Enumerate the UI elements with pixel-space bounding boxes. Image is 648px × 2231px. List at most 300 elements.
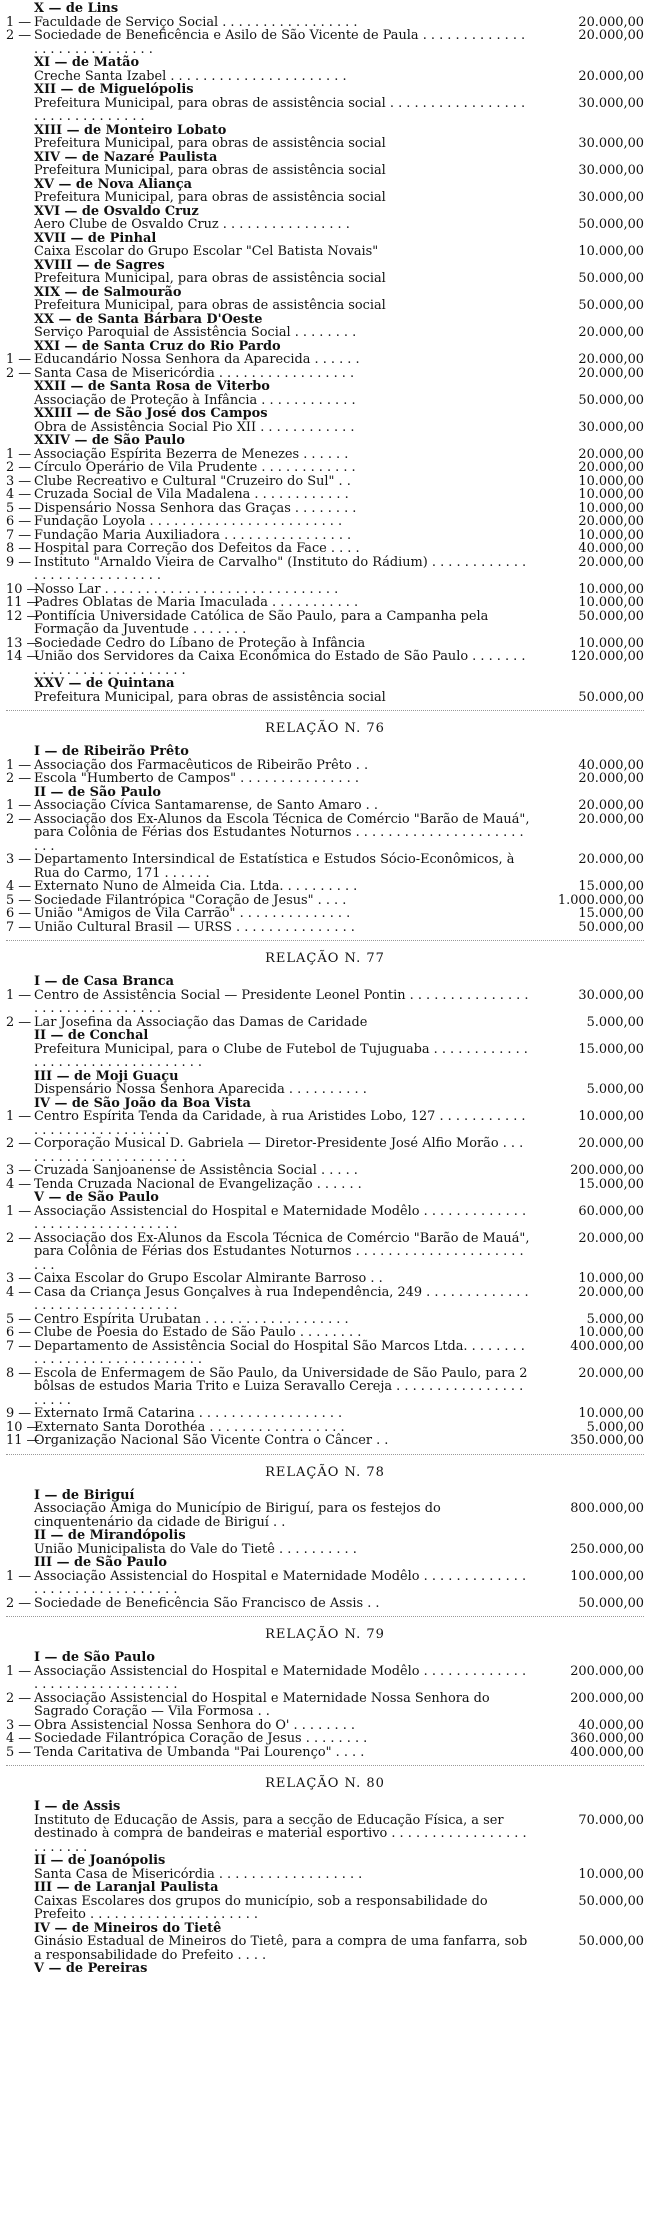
entry-description: Externato Nuno de Almeida Cia. Ltda. . . . . . . . . . (34, 879, 358, 894)
grant-entry (6, 421, 644, 435)
municipality-name: XIX — de Salmourão (34, 284, 182, 300)
municipality-heading (6, 1962, 644, 1976)
municipality-heading (6, 1191, 644, 1205)
section-divider (6, 1765, 644, 1767)
entry-description: Ginásio Estadual de Mineiros do Tietê, para a compra de uma fanfarra, sob a responsabilidade do Prefeito . . . . (34, 1934, 528, 1963)
entry-number: 4 — (6, 1176, 32, 1192)
entry-number: 1 — (6, 446, 32, 462)
grant-entry (6, 1016, 644, 1030)
municipality-name: XX — de Santa Bárbara D'Oeste (34, 311, 263, 327)
municipality-heading (6, 340, 644, 354)
entry-number: 1 — (6, 1203, 32, 1219)
grant-entry (6, 1286, 644, 1313)
municipality-heading (6, 380, 644, 394)
entry-amount: 120.000,00 (570, 649, 644, 664)
entry-amount: 10.000,00 (578, 500, 644, 516)
entry-description: Nosso Lar . . . . . . . . . . . . . . . . . . . . . . . . . . . . . (34, 581, 339, 597)
entry-number: 2 — (6, 460, 32, 475)
entry-description: Centro Espírita Urubatan . . . . . . . . . . . . . . . . . . (34, 1311, 349, 1327)
grant-entry (6, 461, 644, 475)
grant-entry (6, 1178, 644, 1192)
entry-description: Clube Recreativo e Cultural "Cruzeiro do Sul" . . (34, 473, 351, 489)
grant-entry (6, 1313, 644, 1327)
section-divider (6, 710, 644, 712)
municipality-heading (6, 83, 644, 97)
entry-description: Tenda Caritativa de Umbanda "Pai Lourenço" . . . . (34, 1744, 365, 1760)
municipality-name: I — de Assis (34, 1799, 121, 1814)
entry-description: Associação dos Ex-Alunos da Escola Técnica de Comércio "Barão de Mauá", para Colônia de Férias dos Estudantes Noturnos . . . . . . . . . . . . . . . . . . . . . . . . (34, 1230, 530, 1273)
entry-amount: 200.000,00 (570, 1163, 644, 1178)
grant-entry (6, 1043, 644, 1070)
grant-entry (6, 1340, 644, 1367)
entry-amount: 20.000,00 (578, 852, 644, 867)
entry-description: Santa Casa de Misericórdia . . . . . . . . . . . . . . . . . (34, 365, 355, 381)
grant-entry (6, 1502, 644, 1529)
grant-entry (6, 16, 644, 30)
grant-entry (6, 596, 644, 610)
entry-description: Departamento de Assistência Social do Hospital São Marcos Ltda. . . . . . . . . . . . . . . . . . . . . . . . . . . . . (34, 1338, 525, 1367)
municipality-name: XXII — de Santa Rosa de Viterbo (34, 379, 270, 394)
municipality-heading (6, 232, 644, 246)
relacao-section (6, 2, 644, 704)
entry-description: Lar Josefina da Associação das Damas de Caridade (34, 1014, 368, 1030)
entry-amount: 1.000.000,00 (557, 892, 644, 908)
entry-amount: 800.000,00 (570, 1501, 644, 1516)
entry-number: 3 — (6, 1271, 32, 1286)
municipality-heading (6, 286, 644, 300)
grant-entry (6, 989, 644, 1016)
entry-description: Prefeitura Municipal, para obras de assistência social (34, 163, 386, 178)
entry-amount: 10.000,00 (578, 581, 644, 597)
entry-amount: 100.000,00 (570, 1568, 644, 1584)
entry-description: Centro Espírita Tenda da Caridade, à rua Aristides Lobo, 127 . . . . . . . . . . . . . . . . . . . . . . . . . . . . (34, 1109, 526, 1138)
municipality-name: V — de São Paulo (34, 1190, 159, 1205)
entry-amount: 20.000,00 (578, 798, 644, 813)
entry-description: Caixas Escolares dos grupos do município, sob a responsabilidade do Prefeito . . . . . . . . . . . . . . . . . . . . . (34, 1893, 488, 1922)
entry-amount: 10.000,00 (578, 1109, 644, 1124)
entry-number: 2 — (6, 1230, 32, 1246)
municipality-heading (6, 1922, 644, 1936)
entry-amount: 20.000,00 (578, 28, 644, 43)
grant-entry (6, 367, 644, 381)
entry-description: Associação de Proteção à Infância . . . . . . . . . . . . (34, 392, 356, 408)
municipality-name: IV — de Mineiros do Tietê (34, 1920, 222, 1936)
entry-number: 14 — (6, 649, 40, 664)
municipality-heading (6, 1529, 644, 1543)
section-divider (6, 1616, 644, 1618)
entry-description: Associação Assistencial do Hospital e Maternidade Modêlo . . . . . . . . . . . . . . . . . . . . . . . . . . . . . . . (34, 1663, 527, 1692)
municipality-heading (6, 205, 644, 219)
entry-amount: 5.000,00 (586, 1419, 644, 1435)
grant-entry (6, 299, 644, 313)
municipality-heading (6, 1881, 644, 1895)
entry-description: Associação Cívica Santamarense, de Santo Amaro . . (34, 798, 378, 813)
entry-description: Santa Casa de Misericórdia . . . . . . . . . . . . . . . . . . (34, 1866, 363, 1882)
entry-number: 2 — (6, 1595, 32, 1611)
entry-description: Associação dos Farmacêuticos de Ribeirão Prêto . . (34, 757, 369, 773)
grant-entry (6, 691, 644, 705)
municipality-name: XXI — de Santa Cruz do Rio Pardo (34, 338, 281, 354)
entry-number: 2 — (6, 1014, 32, 1030)
entry-amount: 20.000,00 (578, 352, 644, 367)
entry-description: União "Amigos de Vila Carrão" . . . . . . . . . . . . . . (34, 906, 351, 921)
municipality-heading (6, 151, 644, 165)
relacao-heading: RELAÇÃO N. 78 (265, 1464, 385, 1480)
entry-amount: 50.000,00 (578, 392, 644, 408)
entry-amount: 20.000,00 (578, 1136, 644, 1151)
entry-amount: 30.000,00 (578, 136, 644, 151)
entry-description: Sociedade de Beneficência e Asilo de São Vicente de Paula . . . . . . . . . . . . . . . . . . . . . . . . . . . . (34, 28, 526, 57)
entry-number: 1 — (6, 798, 32, 813)
grant-entry (6, 1895, 644, 1922)
relacao-section (6, 940, 644, 1448)
entry-number: 8 — (6, 1365, 32, 1381)
grant-entry (6, 218, 644, 232)
entry-description: Corporação Musical D. Gabriela — Diretor-Presidente José Alfio Morão . . . . . . . . . . . . . . . . . . . . . . (34, 1136, 524, 1165)
municipality-heading (6, 1097, 644, 1111)
municipality-name: V — de Pereiras (34, 1961, 148, 1976)
grant-entry (6, 1272, 644, 1286)
municipality-heading (6, 1556, 644, 1570)
grant-entry (6, 610, 644, 637)
municipality-name: III — de Laranjal Paulista (34, 1880, 219, 1895)
entry-amount: 50.000,00 (578, 298, 644, 313)
grant-entry (6, 1597, 644, 1611)
entry-number: 2 — (6, 28, 32, 43)
entry-number: 1 — (6, 1568, 32, 1584)
entry-amount: 15.000,00 (578, 1176, 644, 1192)
grant-entry (6, 245, 644, 259)
grant-entry (6, 326, 644, 340)
entry-number: 6 — (6, 1325, 32, 1340)
entry-description: Prefeitura Municipal, para obras de assistência social (34, 298, 386, 313)
grant-entry (6, 1407, 644, 1421)
grant-entry (6, 1732, 644, 1746)
municipality-name: II — de Joanópolis (34, 1853, 166, 1868)
entry-description: Dispensário Nossa Senhora Aparecida . . . . . . . . . . (34, 1082, 367, 1097)
entry-number: 12 — (6, 608, 40, 624)
entry-amount: 250.000,00 (570, 1541, 644, 1557)
relacao-heading: RELAÇÃO N. 76 (265, 721, 385, 736)
entry-amount: 10.000,00 (578, 244, 644, 259)
municipality-heading (6, 2, 644, 16)
entry-amount: 20.000,00 (578, 771, 644, 786)
entry-description: Hospital para Correção dos Defeitos da Face . . . . (34, 541, 360, 556)
grant-entry (6, 1232, 644, 1273)
grant-entry (6, 921, 644, 935)
municipality-name: IV — de São João da Boa Vista (34, 1095, 251, 1111)
entry-number: 11 — (6, 595, 40, 610)
entry-amount: 10.000,00 (578, 595, 644, 610)
entry-amount: 40.000,00 (578, 1717, 644, 1733)
entry-description: Instituto de Educação de Assis, para a secção de Educação Física, a ser destinado à compra de bandeiras e material esportivo . . . . . . . . . . . . . . . . . . . . . . . . (34, 1812, 527, 1855)
relacao-heading: RELAÇÃO N. 77 (265, 951, 385, 966)
section-divider (6, 1454, 644, 1456)
grant-entry (6, 529, 644, 543)
municipality-name: XXV — de Quintana (34, 676, 175, 691)
entry-amount: 40.000,00 (578, 541, 644, 556)
entry-description: Faculdade de Serviço Social . . . . . . . . . . . . . . . . . (34, 14, 358, 30)
entry-amount: 50.000,00 (578, 217, 644, 232)
grant-entry (6, 1421, 644, 1435)
grant-entry (6, 1083, 644, 1097)
municipality-name: X — de Lins (34, 1, 119, 16)
entry-description: Fundação Maria Auxiliadora . . . . . . . . . . . . . . . . (34, 527, 352, 543)
entry-description: Escola "Humberto de Campos" . . . . . . . . . . . . . . . (34, 771, 359, 786)
municipality-name: II — de Conchal (34, 1028, 149, 1043)
entry-amount: 50.000,00 (578, 1893, 644, 1909)
entry-amount: 350.000,00 (570, 1433, 644, 1448)
relacao-heading: RELAÇÃO N. 80 (265, 1776, 385, 1791)
entry-amount: 5.000,00 (586, 1014, 644, 1030)
relacao-heading: RELAÇÃO N. 79 (265, 1627, 385, 1642)
entry-amount: 10.000,00 (578, 1271, 644, 1286)
entry-amount: 10.000,00 (578, 1866, 644, 1882)
section-divider (6, 940, 644, 942)
entry-number: 2 — (6, 365, 32, 381)
grant-entry (6, 272, 644, 286)
entry-amount: 10.000,00 (578, 473, 644, 489)
entry-number: 3 — (6, 1163, 32, 1178)
entry-number: 4 — (6, 879, 32, 894)
entry-number: 7 — (6, 919, 32, 935)
entry-number: 1 — (6, 14, 32, 30)
entry-amount: 200.000,00 (570, 1663, 644, 1679)
grant-entry (6, 556, 644, 583)
entry-amount: 50.000,00 (578, 1595, 644, 1611)
municipality-name: I — de Biriguí (34, 1487, 135, 1503)
entry-description: Tenda Cruzada Nacional de Evangelização . . . . . . (34, 1176, 362, 1192)
entry-number: 1 — (6, 1109, 32, 1124)
entry-description: Associação Assistencial do Hospital e Maternidade Modêlo . . . . . . . . . . . . . . . . . . . . . . . . . . . . . . . (34, 1203, 527, 1232)
municipality-heading (6, 1651, 644, 1665)
municipality-name: XVII — de Pinhal (34, 230, 157, 246)
entry-amount: 15.000,00 (578, 906, 644, 921)
entry-number: 5 — (6, 1744, 32, 1760)
entry-amount: 20.000,00 (578, 1365, 644, 1381)
grant-entry (6, 1205, 644, 1232)
entry-number: 7 — (6, 527, 32, 543)
entry-number: 3 — (6, 1717, 32, 1733)
entry-description: Serviço Paroquial de Assistência Social . . . . . . . . (34, 325, 357, 340)
entry-description: Organização Nacional São Vicente Contra o Câncer . . (34, 1433, 389, 1448)
grant-entry (6, 502, 644, 516)
entry-description: Prefeitura Municipal, para obras de assistência social (34, 689, 386, 705)
entry-amount: 200.000,00 (570, 1690, 644, 1706)
municipality-name: XII — de Miguelópolis (34, 82, 194, 97)
entry-amount: 30.000,00 (578, 987, 644, 1003)
entry-number: 6 — (6, 514, 32, 529)
entry-number: 10 — (6, 581, 40, 597)
entry-description: Departamento Intersindical de Estatística e Estudos Sócio-Econômicos, à Rua do Carmo, 171 . . . . . . (34, 852, 515, 881)
entry-description: Associação Assistencial do Hospital e Maternidade Nossa Senhora do Sagrado Coração — Vila Formosa . . (34, 1690, 490, 1719)
entry-number: 2 — (6, 1690, 32, 1706)
municipality-heading (6, 1029, 644, 1043)
entry-amount: 10.000,00 (578, 1406, 644, 1421)
entry-amount: 20.000,00 (578, 1284, 644, 1300)
grant-entry (6, 583, 644, 597)
entry-amount: 20.000,00 (578, 325, 644, 340)
entry-description: União dos Servidores da Caixa Econômica do Estado de São Paulo . . . . . . . . . . . . . . . . . . . . . . . . . . (34, 649, 526, 678)
entry-amount: 30.000,00 (578, 419, 644, 435)
grant-entry (6, 164, 644, 178)
grant-entry (6, 353, 644, 367)
entry-description: Escola de Enfermagem de São Paulo, da Universidade de São Paulo, para 2 bôlsas de estudos Maria Trito e Luiza Seravallo Cereja . . . . . . . . . . . . . . . . . . . . . (34, 1365, 528, 1408)
grant-entry (6, 1110, 644, 1137)
municipality-name: III — de Moji Guaçu (34, 1068, 179, 1084)
relacao-section (6, 1765, 644, 1976)
entry-amount: 60.000,00 (578, 1203, 644, 1219)
municipality-heading (6, 677, 644, 691)
entry-number: 2 — (6, 811, 32, 827)
municipality-heading (6, 56, 644, 70)
entry-description: Prefeitura Municipal, para obras de assistência social (34, 271, 386, 286)
entry-amount: 20.000,00 (578, 365, 644, 381)
entry-amount: 5.000,00 (586, 1082, 644, 1097)
grant-entry (6, 137, 644, 151)
municipality-name: XIII — de Monteiro Lobato (34, 122, 227, 138)
entry-number: 5 — (6, 1311, 32, 1327)
grant-entry (6, 1665, 644, 1692)
grant-entry (6, 1692, 644, 1719)
relacao-section (6, 710, 644, 934)
entry-amount: 5.000,00 (586, 1311, 644, 1327)
entry-number: 1 — (6, 1663, 32, 1679)
grant-entry (6, 894, 644, 908)
municipality-name: XXIV — de São Paulo (34, 433, 185, 448)
entry-number: 13 — (6, 635, 40, 651)
grant-entry (6, 1137, 644, 1164)
entry-amount: 50.000,00 (578, 689, 644, 705)
entry-description: Associação Espírita Bezerra de Menezes . . . . . . (34, 446, 349, 462)
entry-amount: 360.000,00 (570, 1731, 644, 1746)
entry-description: Obra Assistencial Nossa Senhora do O' . . . . . . . . (34, 1717, 356, 1733)
municipality-name: II — de São Paulo (34, 784, 161, 800)
grant-entry (6, 1164, 644, 1178)
grant-entry (6, 394, 644, 408)
grant-entry (6, 515, 644, 529)
entry-description: União Municipalista do Vale do Tietê . . . . . . . . . . (34, 1541, 357, 1557)
municipality-heading (6, 259, 644, 273)
entry-description: Prefeitura Municipal, para obras de assistência social (34, 190, 386, 205)
municipality-name: II — de Mirandópolis (34, 1528, 186, 1543)
grant-entry (6, 488, 644, 502)
entry-number: 6 — (6, 906, 32, 921)
municipality-name: XXIII — de São José dos Campos (34, 406, 268, 421)
municipality-heading (6, 407, 644, 421)
entry-amount: 30.000,00 (578, 95, 644, 111)
municipality-heading (6, 1070, 644, 1084)
entry-description: Instituto "Arnaldo Vieira de Carvalho" (Instituto do Rádium) . . . . . . . . . . . . . . . . . . . . . . . . . . . . (34, 554, 527, 583)
entry-amount: 20.000,00 (578, 68, 644, 84)
municipality-name: I — de Ribeirão Prêto (34, 744, 189, 759)
entry-number: 2 — (6, 771, 32, 786)
municipality-name: III — de São Paulo (34, 1555, 167, 1570)
entry-number: 10 — (6, 1419, 40, 1435)
entry-amount: 400.000,00 (570, 1744, 644, 1760)
municipality-heading (6, 434, 644, 448)
grant-entry (6, 1543, 644, 1557)
entry-amount: 10.000,00 (578, 635, 644, 651)
grant-entry (6, 1570, 644, 1597)
entry-number: 5 — (6, 500, 32, 516)
entry-description: Sociedade Filantrópica "Coração de Jesus" . . . . (34, 892, 347, 908)
entry-amount: 10.000,00 (578, 527, 644, 543)
entry-description: Fundação Loyola . . . . . . . . . . . . . . . . . . . . . . . . (34, 514, 343, 529)
grant-entry (6, 907, 644, 921)
entry-description: Educandário Nossa Senhora da Aparecida . . . . . . (34, 352, 360, 367)
grant-entry (6, 813, 644, 854)
entry-amount: 50.000,00 (578, 608, 644, 624)
grant-entry (6, 1868, 644, 1882)
entry-amount: 40.000,00 (578, 757, 644, 773)
entry-description: Caixa Escolar do Grupo Escolar Almirante Barroso . . (34, 1271, 383, 1286)
entry-amount: 50.000,00 (578, 919, 644, 935)
entry-amount: 50.000,00 (578, 1934, 644, 1949)
relacao-section (6, 1454, 644, 1611)
entry-amount: 20.000,00 (578, 554, 644, 570)
entry-number: 8 — (6, 541, 32, 556)
entry-description: Clube de Poesia do Estado de São Paulo . . . . . . . . (34, 1325, 362, 1340)
municipality-heading (6, 1800, 644, 1814)
grant-entry (6, 70, 644, 84)
entry-description: Associação Assistencial do Hospital e Maternidade Modêlo . . . . . . . . . . . . . . . . . . . . . . . . . . . . . . . (34, 1568, 527, 1597)
entry-description: Obra de Assistência Social Pio XII . . . . . . . . . . . . (34, 419, 355, 435)
entry-description: Sociedade de Beneficência São Francisco de Assis . . (34, 1595, 380, 1611)
grant-entry (6, 29, 644, 56)
municipality-name: XVIII — de Sagres (34, 257, 165, 273)
grant-entry (6, 1326, 644, 1340)
entry-number: 4 — (6, 487, 32, 502)
municipality-heading (6, 124, 644, 138)
grant-entry (6, 97, 644, 124)
entry-amount: 30.000,00 (578, 190, 644, 205)
entry-amount: 50.000,00 (578, 271, 644, 286)
entry-amount: 20.000,00 (578, 14, 644, 30)
municipality-name: XI — de Matão (34, 55, 140, 70)
entry-description: Prefeitura Municipal, para o Clube de Futebol de Tujuguaba . . . . . . . . . . . . . . . . . . . . . . . . . . . . . . . . . (34, 1041, 528, 1070)
grant-entry (6, 448, 644, 462)
entry-number: 11 — (6, 1433, 40, 1448)
entry-number: 7 — (6, 1338, 32, 1354)
municipality-name: XV — de Nova Aliança (34, 176, 193, 192)
grant-entry (6, 1367, 644, 1408)
entry-number: 9 — (6, 1406, 32, 1421)
entry-number: 1 — (6, 757, 32, 773)
grant-entry (6, 191, 644, 205)
entry-number: 3 — (6, 852, 32, 867)
entry-amount: 15.000,00 (578, 1041, 644, 1057)
entry-number: 2 — (6, 1136, 32, 1151)
municipality-name: I — de Casa Branca (34, 974, 174, 989)
entry-amount: 30.000,00 (578, 163, 644, 178)
grant-entry (6, 475, 644, 489)
entry-description: Externato Irmã Catarina . . . . . . . . . . . . . . . . . . (34, 1406, 343, 1421)
entry-description: Associação Amiga do Município de Biriguí, para os festejos do cinquentenário da cidade de Biriguí . . (34, 1501, 441, 1530)
grant-entry (6, 1746, 644, 1760)
grant-entry (6, 650, 644, 677)
grant-entry (6, 759, 644, 773)
grant-entry (6, 542, 644, 556)
entry-description: Sociedade Cedro do Líbano de Proteção à Infância (34, 635, 366, 651)
entry-number: 5 — (6, 892, 32, 908)
municipality-name: XIV — de Nazaré Paulista (34, 149, 218, 165)
entry-description: Casa da Criança Jesus Gonçalves à rua Independência, 249 . . . . . . . . . . . . . . . . . . . . . . . . . . . . . . . (34, 1284, 529, 1313)
entry-amount: 20.000,00 (578, 1230, 644, 1246)
entry-description: Sociedade Filantrópica Coração de Jesus . . . . . . . . (34, 1731, 368, 1746)
municipality-name: I — de São Paulo (34, 1650, 155, 1665)
grant-entry (6, 1719, 644, 1733)
